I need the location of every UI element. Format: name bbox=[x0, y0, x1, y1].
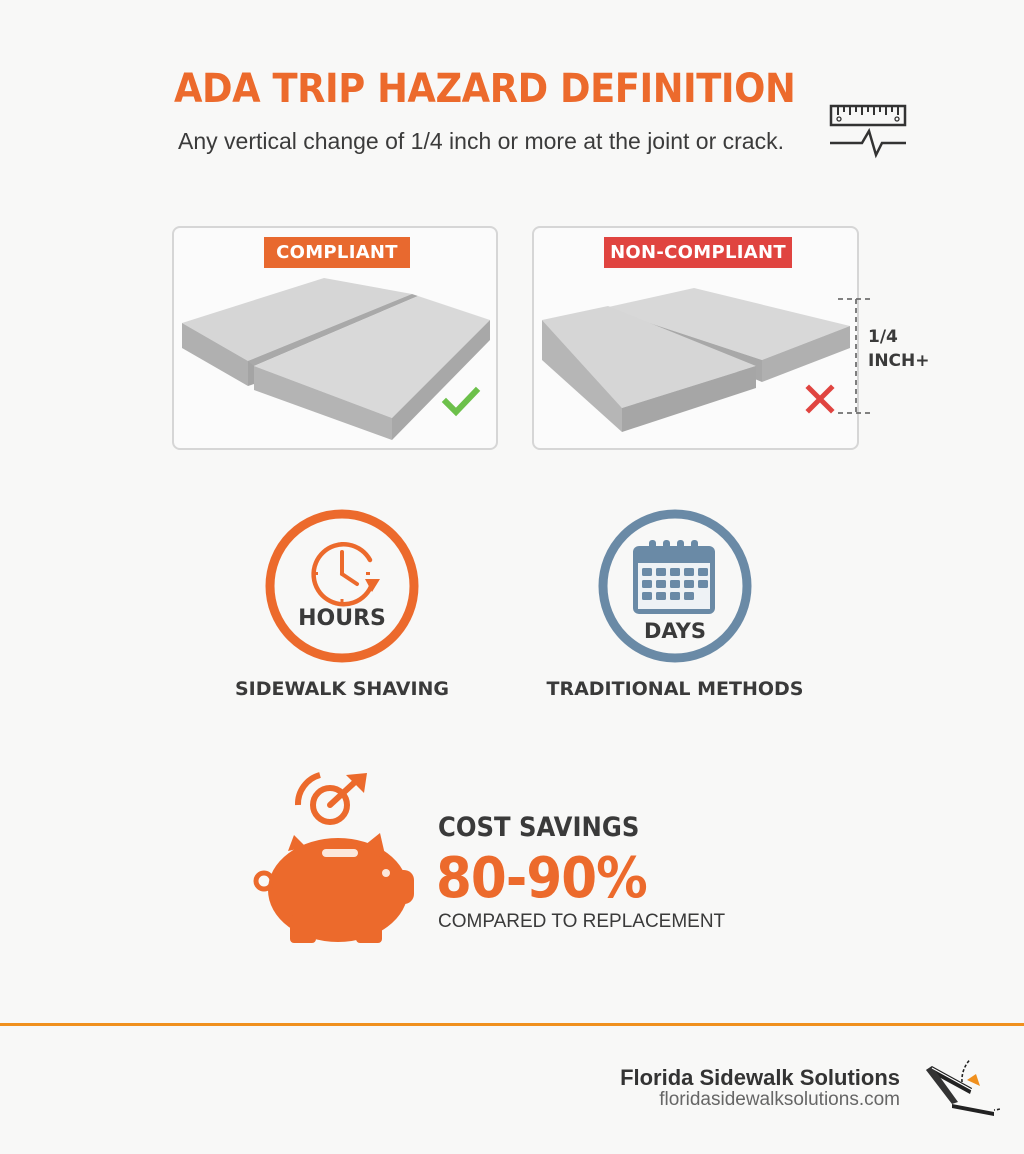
page-title: ADA TRIP HAZARD DEFINITION bbox=[174, 66, 796, 112]
footer-divider bbox=[0, 1023, 1024, 1026]
measurement-label bbox=[868, 325, 930, 373]
clock-icon bbox=[262, 506, 422, 666]
non-compliant-panel bbox=[532, 226, 859, 450]
measurement-value: 1/4 bbox=[868, 327, 898, 347]
measurement-unit: INCH+ bbox=[868, 351, 930, 371]
page-subtitle: Any vertical change of 1/4 inch or more at the joint or crack. bbox=[178, 128, 784, 154]
compliant-panel bbox=[172, 226, 498, 450]
stat-sidewalk-shaving bbox=[222, 506, 462, 700]
ruler-measurement-icon bbox=[828, 103, 908, 161]
brand-logo-icon bbox=[922, 1060, 1000, 1120]
stat-caption: SIDEWALK SHAVING bbox=[234, 678, 450, 700]
stat-caption: TRADITIONAL METHODS bbox=[546, 678, 804, 700]
savings-percentage: 80-90% bbox=[436, 846, 647, 911]
compliant-badge: COMPLIANT bbox=[264, 237, 410, 268]
brand-name: Florida Sidewalk Solutions bbox=[620, 1065, 900, 1090]
stat-unit-hours: HOURS bbox=[298, 606, 386, 631]
stat-traditional-methods bbox=[540, 506, 810, 700]
stat-unit-days: DAYS bbox=[643, 619, 706, 643]
savings-note: COMPARED TO REPLACEMENT bbox=[438, 911, 726, 932]
brand-url-link[interactable]: floridasidewalksolutions.com bbox=[659, 1089, 900, 1110]
piggy-bank-icon bbox=[250, 765, 425, 950]
savings-title: COST SAVINGS bbox=[438, 812, 640, 843]
non-compliant-badge: NON-COMPLIANT bbox=[604, 237, 792, 268]
